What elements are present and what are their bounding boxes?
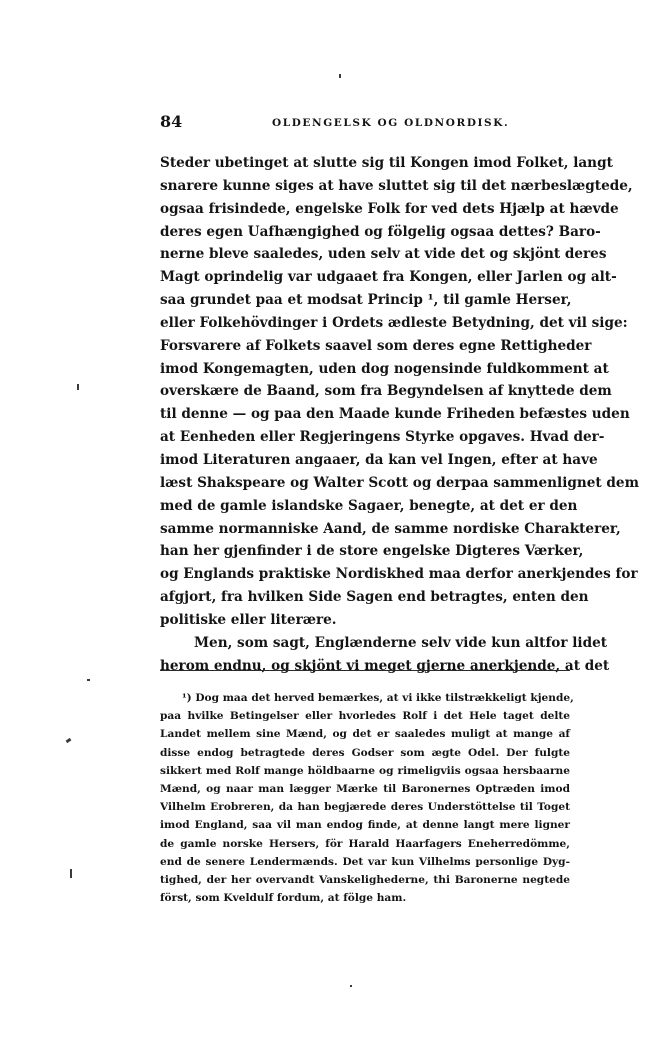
footnote-line: imod England, saa vil man endog finde, at denne langt mere ligner xyxy=(160,819,570,832)
page-number: 84 xyxy=(160,112,183,131)
text-line: han her gjenfinder i de store engelske Digteres Værker, xyxy=(160,543,584,560)
text-line: deres egen Uafhængighed og fölgelig ogsaa dettes? Baro- xyxy=(160,223,601,240)
text-line: imod Literaturen angaaer, da kan vel Ingen, efter at have xyxy=(160,451,598,468)
text-line: Steder ubetinget at slutte sig til Kongen imod Folket, langt xyxy=(160,155,613,171)
scan-speck xyxy=(87,679,90,681)
footnote-line: tighed, der her overvandt Vanskelighederne, thi Baronerne negtede xyxy=(160,873,570,886)
footnote-line: Vilhelm Erobreren, da han begjærede deres Understöttelse til Toget xyxy=(160,801,570,814)
footnote-line: Landet mellem sine Mænd, og det er saaledes muligt at mange af xyxy=(160,728,570,741)
text-line: Forsvarere af Folkets saavel som deres egne Rettigheder xyxy=(160,337,592,354)
scan-speck xyxy=(66,738,72,743)
running-title: OLDENGELSK OG OLDNORDISK. xyxy=(272,117,510,129)
scan-speck xyxy=(350,985,352,987)
text-line: afgjort, fra hvilken Side Sagen end betragtes, enten den xyxy=(160,589,589,606)
footnote-line: end de senere Lendermænds. Det var kun Vilhelms personlige Dyg- xyxy=(160,855,570,868)
text-line: læst Shakspeare og Walter Scott og derpaa sammenlignet dem xyxy=(160,474,639,491)
footnote-line: sikkert med Rolf mange höldbaarne og rimeligviis ogsaa hersbaarne xyxy=(160,764,570,777)
text-line: med de gamle islandske Sagaer, benegte, at det er den xyxy=(160,497,578,514)
scan-speck xyxy=(339,74,341,78)
scan-speck xyxy=(77,384,79,390)
text-line: snarere kunne siges at have sluttet sig til det nærbeslægtede, xyxy=(160,177,633,194)
scan-speck xyxy=(70,869,72,878)
text-line: Men, som sagt, Englænderne selv vide kun altfor lidet xyxy=(194,634,608,651)
text-line: imod Kongemagten, uden dog nogensinde fuldkomment at xyxy=(160,360,609,377)
text-line: overskære de Baand, som fra Begyndelsen af knyttede dem xyxy=(160,383,612,400)
text-line: til denne — og paa den Maade kunde Friheden befæstes uden xyxy=(160,406,630,423)
footnote-line: först, som Kveldulf fordum, at fölge ham. xyxy=(160,892,407,905)
text-line: Magt oprindelig var udgaaet fra Kongen, eller Jarlen og alt- xyxy=(160,269,617,286)
body-text xyxy=(160,152,639,677)
text-line: nerne bleve saaledes, uden selv at vide det og skjönt deres xyxy=(160,246,607,263)
text-line: at Eenheden eller Regjeringens Styrke opgaves. Hvad der- xyxy=(160,429,605,446)
text-line: herom endnu, og skjönt vi meget gjerne anerkjende, at det xyxy=(160,657,610,674)
footnote-rule xyxy=(160,670,570,671)
text-line: ogsaa frisindede, engelske Folk for ved dets Hjælp at hævde xyxy=(160,200,619,217)
text-line: saa grundet paa et modsat Princip ¹, til gamle Herser, xyxy=(160,292,572,309)
text-line: og Englands praktiske Nordiskhed maa derfor anerkjendes for xyxy=(160,566,638,583)
text-line: samme normanniske Aand, de samme nordiske Charakterer, xyxy=(160,520,621,537)
footnote xyxy=(160,689,574,907)
text-line: politiske eller literære. xyxy=(160,611,337,628)
running-head xyxy=(160,112,570,132)
footnote-line: disse endog betragtede deres Godser som ægte Odel. Der fulgte xyxy=(160,746,570,759)
text-line: eller Folkehövdinger i Ordets ædleste Betydning, det vil sige: xyxy=(160,314,628,331)
footnote-line: Mænd, og naar man lægger Mærke til Baronernes Optræden imod xyxy=(160,782,570,795)
footnote-line: paa hvilke Betingelser eller hvorledes Rolf i det Hele taget delte xyxy=(160,710,570,723)
footnote-line: ¹) Dog maa det herved bemærkes, at vi ikke tilstrækkeligt kjende, xyxy=(182,692,574,704)
footnote-line: de gamle norske Hersers, för Harald Haarfagers Eneherredömme, xyxy=(160,837,570,850)
